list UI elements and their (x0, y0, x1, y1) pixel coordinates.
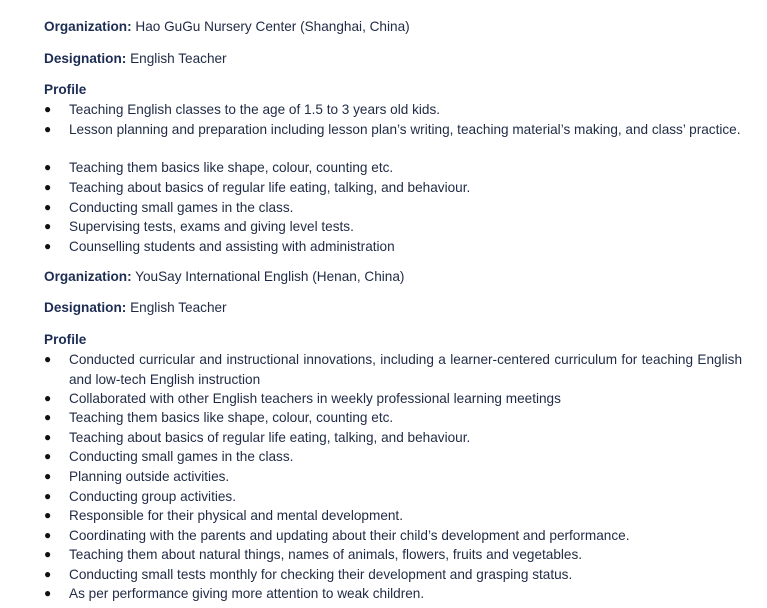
list-item-text: Teaching them basics like shape, colour, counting etc. (69, 410, 394, 425)
list-item-text: Coordinating with the parents and updating about their child’s development and performance. (69, 528, 630, 543)
designation-label: Designation: (44, 300, 127, 315)
bullet-icon: ● (44, 391, 52, 405)
list-item-text: Teaching about basics of regular life eating, talking, and behaviour. (69, 430, 471, 445)
designation-label: Designation: (44, 51, 127, 66)
list-item (44, 178, 742, 198)
list-item (44, 408, 742, 428)
list-item (44, 389, 742, 409)
bullet-icon: ● (44, 160, 52, 174)
organization-label: Organization: (44, 269, 132, 284)
list-item-text: Collaborated with other English teachers in weekly professional learning meetings (69, 391, 561, 406)
list-item (44, 584, 742, 604)
organization-label: Organization: (44, 19, 132, 34)
list-item (44, 565, 742, 585)
profile-heading: Profile (44, 82, 87, 97)
list-item-text: Teaching English classes to the age of 1.5 to 3 years old kids. (69, 102, 441, 117)
list-item-text: Supervising tests, exams and giving level tests. (69, 219, 354, 234)
list-item-text: Teaching them basics like shape, colour, counting etc. (69, 160, 394, 175)
designation-value: English Teacher (130, 300, 227, 315)
bullet-icon: ● (44, 567, 52, 581)
bullet-icon: ● (44, 180, 52, 194)
bullet-icon: ● (44, 528, 52, 542)
bullet-icon: ● (44, 449, 52, 463)
list-item-text: Teaching about basics of regular life eating, talking, and behaviour. (69, 180, 471, 195)
list-item-text: Planning outside activities. (69, 469, 230, 484)
bullet-icon: ● (44, 430, 52, 444)
list-item-text: Conducted curricular and instructional innovations, including a learner-centered curriculum for teaching English and low-tech English instruction (69, 352, 742, 387)
profile-heading: Profile (44, 332, 87, 347)
designation-line (44, 299, 227, 317)
designation-value: English Teacher (130, 51, 227, 66)
bullet-icon: ● (44, 410, 52, 424)
list-item (44, 100, 742, 120)
list-item-text: Conducting small games in the class. (69, 449, 294, 464)
list-item (44, 526, 742, 546)
list-item (44, 198, 742, 218)
bullet-icon: ● (44, 122, 52, 136)
designation-line (44, 50, 227, 68)
list-item-text: Conducting group activities. (69, 489, 236, 504)
list-item-text: Teaching them about natural things, names of animals, flowers, fruits and vegetables. (69, 547, 583, 562)
bullet-icon: ● (44, 489, 52, 503)
list-item (44, 120, 742, 140)
list-item (44, 217, 742, 237)
bullet-icon: ● (44, 586, 52, 600)
list-item (44, 447, 742, 467)
organization-line (44, 18, 410, 36)
bullet-icon: ● (44, 352, 52, 366)
list-item-text: Counselling students and assisting with administration (69, 239, 395, 254)
bullet-icon: ● (44, 102, 52, 116)
list-item (44, 237, 742, 257)
list-item-text: Conducting small games in the class. (69, 200, 294, 215)
organization-value: Hao GuGu Nursery Center (Shanghai, China) (135, 19, 410, 34)
list-item (44, 467, 742, 487)
list-item-text: Responsible for their physical and mental development. (69, 508, 403, 523)
bullet-icon: ● (44, 508, 52, 522)
list-item (44, 506, 742, 526)
organization-line (44, 268, 404, 286)
bullet-icon: ● (44, 200, 52, 214)
list-item (44, 428, 742, 448)
list-item (44, 545, 742, 565)
bullet-icon: ● (44, 239, 52, 253)
organization-value: YouSay International English (Henan, China) (135, 269, 405, 284)
list-item-text: Conducting small tests monthly for checking their development and grasping status. (69, 567, 573, 582)
list-item (44, 487, 742, 507)
bullet-icon: ● (44, 547, 52, 561)
bullet-icon: ● (44, 469, 52, 483)
list-item-text: As per performance giving more attention to weak children. (69, 586, 425, 601)
bullet-icon: ● (44, 219, 52, 233)
list-item-text: Lesson planning and preparation including lesson plan’s writing, teaching material’s making, and class’ practice. (69, 122, 741, 137)
list-item (44, 350, 742, 389)
list-item (44, 158, 742, 178)
